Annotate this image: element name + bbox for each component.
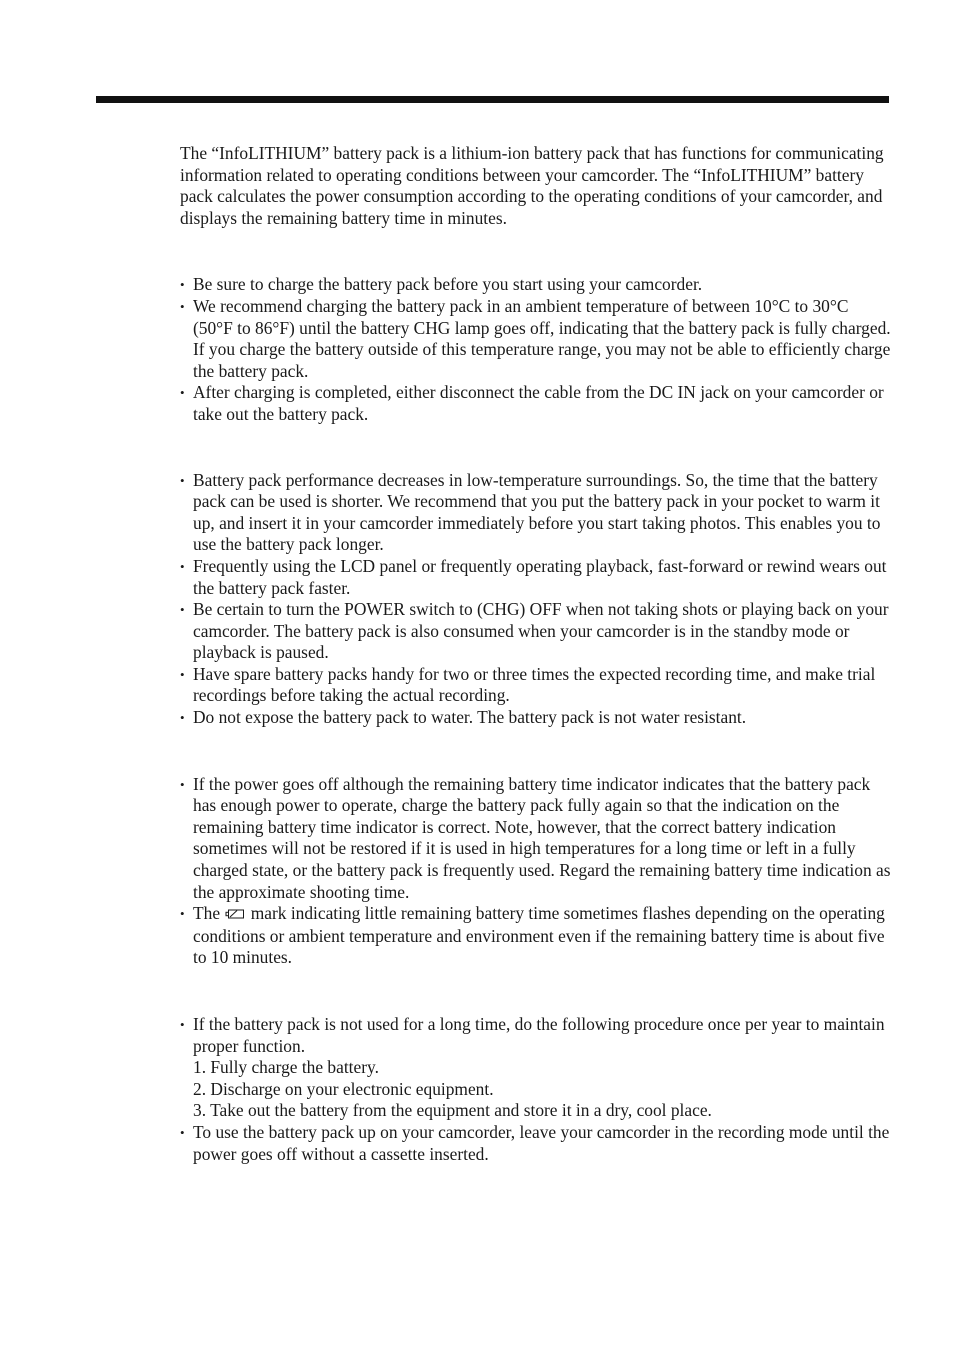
list-item: • After charging is completed, either disconnect the cable from the DC IN jack on your camcorder or take out the battery pack.: [180, 382, 884, 424]
procedure-step: 3. Take out the battery from the equipment and store it in a dry, cool place.: [193, 1100, 712, 1121]
list-item: • If the power goes off although the remaining battery time indicator indicates that the battery pack has enough power to operate, charge the battery pack fully again so that the indication on the remaining battery time indicator is correct. Note, however, that the correct battery indication sometimes will not be restored if it is used in high temperatures for a long time or left in a fully charged state, or the battery pack is frequently used. Regard the remaining battery time indication as the approximate shooting time.: [180, 773, 891, 902]
procedure-step: 1. Fully charge the battery.: [193, 1057, 379, 1078]
document-body: [180, 143, 892, 1165]
list-item: • We recommend charging the battery pack in an ambient temperature of between 10°C to 30°C (50°F to 86°F) until the battery CHG lamp goes off, indicating that the battery pack is fully charged. If you charge the battery outside of this temperature range, you may not be able to efficiently charge the battery pack.: [180, 295, 891, 381]
charging-section: [180, 274, 892, 425]
list-item: • Be certain to turn the POWER switch to (CHG) OFF when not taking shots or playing back on your camcorder. The battery pack is also consumed when your camcorder is in the standby mode or playback is paused.: [180, 599, 889, 663]
list-item: • Battery pack performance decreases in low-temperature surroundings. So, the time that the battery pack can be used is shorter. We recommend that you put the battery pack in your pocket to warm it up, and insert it in your camcorder immediately before you start taking photos. This enables you to use the battery pack longer.: [180, 469, 881, 555]
low-battery-icon: [225, 904, 245, 926]
list-item: • Frequently using the LCD panel or frequently operating playback, fast-forward or rewind wears out the battery pack faster.: [180, 555, 887, 598]
list-item: • Be sure to charge the battery pack before you start using your camcorder.: [180, 274, 703, 295]
effective-use-section: [180, 470, 892, 729]
list-item: • To use the battery pack up on your camcorder, leave your camcorder in the recording mode until the power goes off without a cassette inserted.: [180, 1121, 890, 1164]
list-item: • Do not expose the battery pack to water. The battery pack is not water resistant.: [180, 707, 747, 728]
list-item: • The mark indicating little remaining battery time sometimes flashes depending on the operating conditions or ambient temperature and environment even if the remaining battery time is about five to 10 minutes.: [180, 903, 885, 968]
list-item: • If the battery pack is not used for a long time, do the following procedure once per year to maintain proper function.: [180, 1014, 885, 1056]
procedure-step: 2. Discharge on your electronic equipment.: [193, 1078, 494, 1099]
intro-paragraph: The “InfoLITHIUM” battery pack is a lithium-ion battery pack that has functions for communicating information related to operating conditions between your camcorder. The “InfoLITHIUM” battery pack calculates the power consumption according to the operating conditions of your camcorder, and displays the remaining battery time in minutes.: [180, 143, 884, 228]
storage-section: [180, 1014, 892, 1165]
list-item: • Have spare battery packs handy for two or three times the expected recording time, and make trial recordings before taking the actual recording.: [180, 663, 876, 706]
remaining-time-section: [180, 774, 892, 969]
header-rule: [96, 96, 889, 103]
